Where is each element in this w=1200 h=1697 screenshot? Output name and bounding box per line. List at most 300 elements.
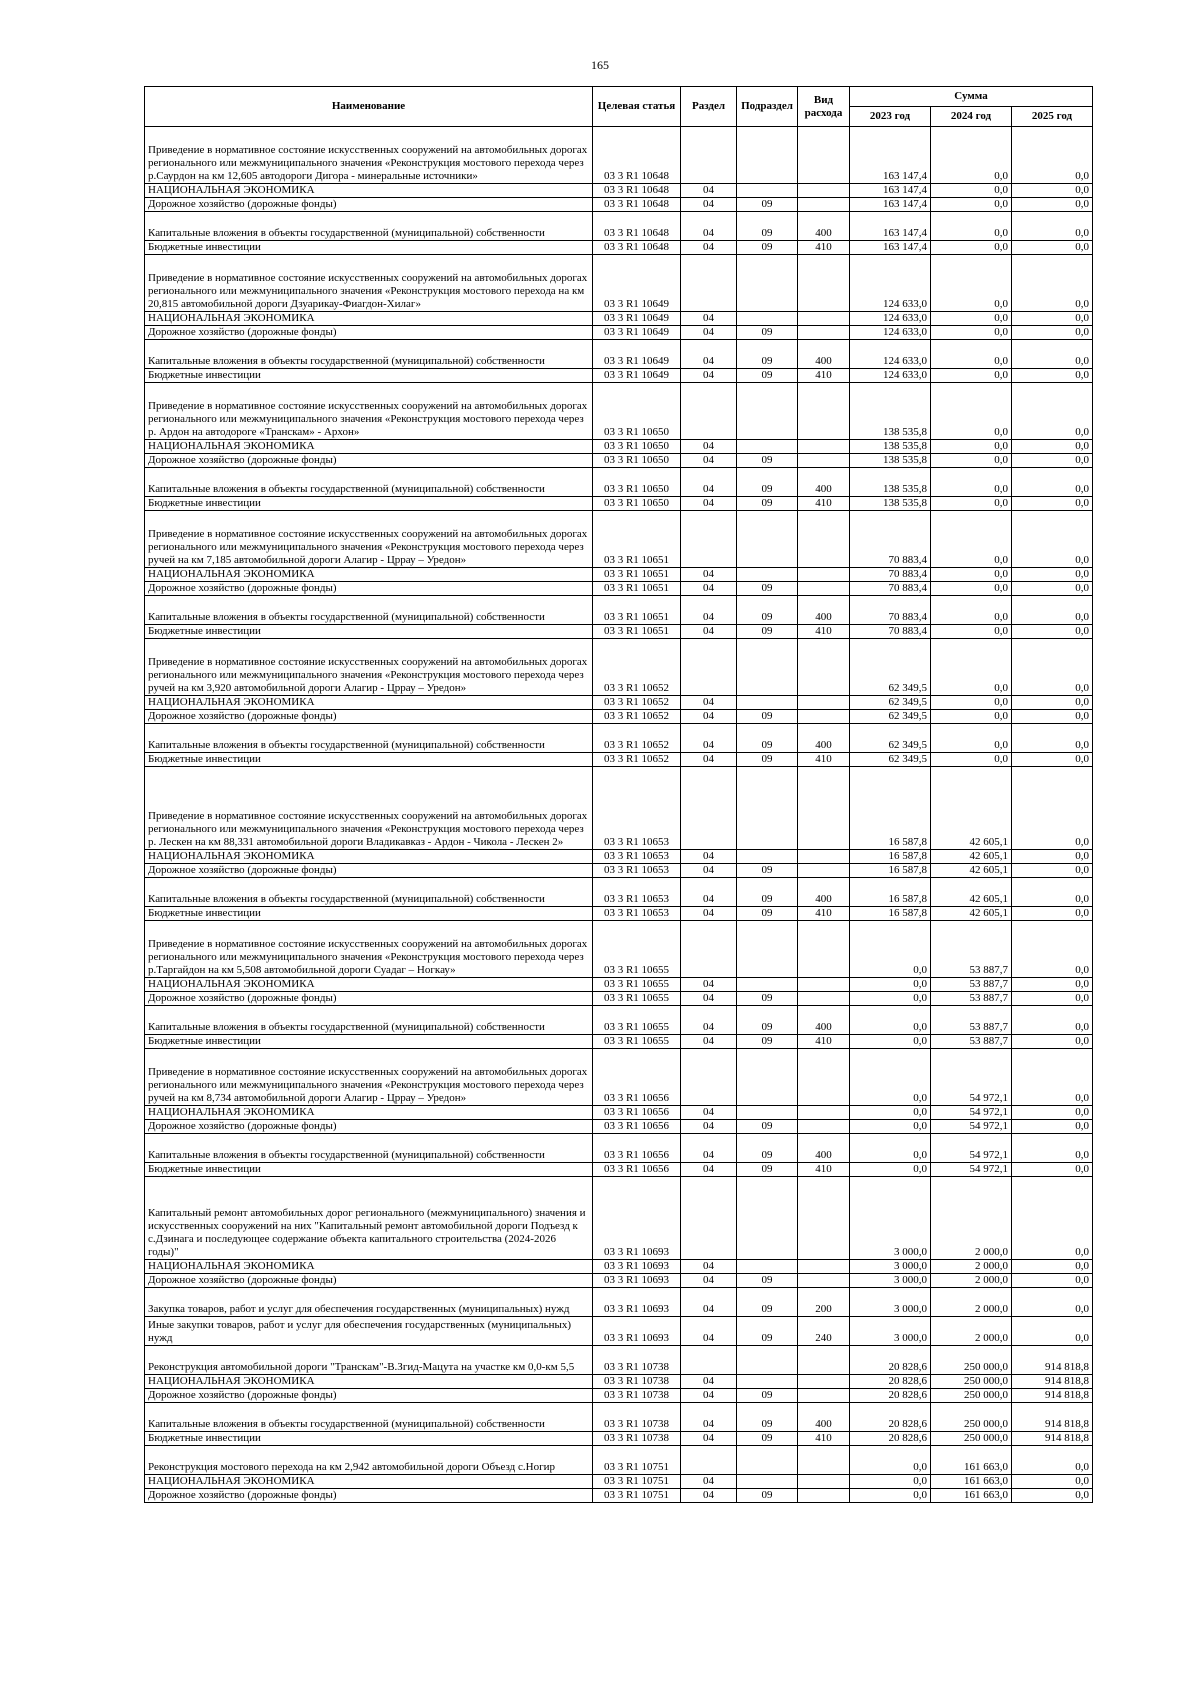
cell-name: НАЦИОНАЛЬНАЯ ЭКОНОМИКА	[145, 440, 593, 454]
cell-2023: 70 883,4	[850, 511, 931, 568]
cell-expense	[798, 582, 850, 596]
cell-expense	[798, 198, 850, 212]
cell-target: 03 3 R1 10738	[593, 1403, 681, 1432]
cell-target: 03 3 R1 10653	[593, 864, 681, 878]
cell-section: 04	[681, 1120, 737, 1134]
cell-2025: 0,0	[1012, 1049, 1093, 1106]
cell-expense: 400	[798, 1006, 850, 1035]
cell-subsection: 09	[737, 198, 798, 212]
cell-2024: 0,0	[931, 497, 1012, 511]
cell-subsection	[737, 1375, 798, 1389]
table-row	[145, 1375, 1093, 1389]
cell-2023: 0,0	[850, 1163, 931, 1177]
cell-name: Иные закупки товаров, работ и услуг для обеспечения государственных (муниципальных) нужд	[145, 1317, 593, 1346]
cell-target: 03 3 R1 10738	[593, 1389, 681, 1403]
cell-name: Капитальные вложения в объекты государственной (муниципальной) собственности	[145, 724, 593, 753]
cell-target: 03 3 R1 10650	[593, 497, 681, 511]
cell-2023: 0,0	[850, 1006, 931, 1035]
cell-name: Бюджетные инвестиции	[145, 625, 593, 639]
cell-2023: 0,0	[850, 992, 931, 1006]
cell-2024: 0,0	[931, 184, 1012, 198]
header-expense: Вид расхода	[798, 87, 850, 127]
cell-2023: 20 828,6	[850, 1389, 931, 1403]
cell-2023: 0,0	[850, 1489, 931, 1503]
cell-subsection: 09	[737, 1389, 798, 1403]
cell-2025: 0,0	[1012, 724, 1093, 753]
cell-section: 04	[681, 568, 737, 582]
cell-expense: 200	[798, 1288, 850, 1317]
table-row	[145, 340, 1093, 369]
cell-target: 03 3 R1 10652	[593, 753, 681, 767]
cell-expense	[798, 1177, 850, 1260]
cell-name: НАЦИОНАЛЬНАЯ ЭКОНОМИКА	[145, 1475, 593, 1489]
cell-target: 03 3 R1 10655	[593, 992, 681, 1006]
cell-2025: 0,0	[1012, 1120, 1093, 1134]
cell-target: 03 3 R1 10656	[593, 1163, 681, 1177]
cell-subsection: 09	[737, 454, 798, 468]
table-row	[145, 1432, 1093, 1446]
cell-2025: 0,0	[1012, 440, 1093, 454]
cell-2024: 250 000,0	[931, 1346, 1012, 1375]
table-row	[145, 1389, 1093, 1403]
cell-target: 03 3 R1 10738	[593, 1432, 681, 1446]
cell-2025: 0,0	[1012, 596, 1093, 625]
cell-2025: 0,0	[1012, 383, 1093, 440]
cell-2025: 0,0	[1012, 511, 1093, 568]
cell-name: Реконструкция автомобильной дороги "Транскам"-В.Згид-Мацута на участке км 0,0-км 5,5	[145, 1346, 593, 1375]
cell-expense	[798, 1274, 850, 1288]
table-row	[145, 1120, 1093, 1134]
cell-subsection: 09	[737, 1489, 798, 1503]
cell-subsection: 09	[737, 340, 798, 369]
table-row	[145, 1260, 1093, 1274]
cell-name: Приведение в нормативное состояние искусственных сооружений на автомобильных дорогах регионального или межмуниципального значения «Реконструкция мостового перехода через р.Таргайдон на км 5,508 автомобильной дороги Суадаг – Ногкау»	[145, 921, 593, 978]
cell-2023: 163 147,4	[850, 184, 931, 198]
table-row	[145, 767, 1093, 850]
cell-2025: 0,0	[1012, 1035, 1093, 1049]
cell-section: 04	[681, 312, 737, 326]
cell-expense	[798, 696, 850, 710]
cell-2023: 62 349,5	[850, 753, 931, 767]
cell-2023: 124 633,0	[850, 326, 931, 340]
cell-name: Закупка товаров, работ и услуг для обеспечения государственных (муниципальных) нужд	[145, 1288, 593, 1317]
header-year-2025: 2025 год	[1012, 107, 1093, 127]
cell-2025: 0,0	[1012, 326, 1093, 340]
table-row	[145, 1035, 1093, 1049]
cell-name: Реконструкция мостового перехода на км 2,942 автомобильной дороги Объезд с.Ногир	[145, 1446, 593, 1475]
cell-2024: 2 000,0	[931, 1274, 1012, 1288]
cell-2025: 0,0	[1012, 1288, 1093, 1317]
cell-subsection	[737, 1049, 798, 1106]
cell-subsection: 09	[737, 369, 798, 383]
cell-name: Дорожное хозяйство (дорожные фонды)	[145, 864, 593, 878]
cell-target: 03 3 R1 10652	[593, 696, 681, 710]
table-row	[145, 921, 1093, 978]
cell-section: 04	[681, 369, 737, 383]
cell-expense: 410	[798, 907, 850, 921]
cell-2024: 0,0	[931, 369, 1012, 383]
cell-name: Бюджетные инвестиции	[145, 369, 593, 383]
table-row	[145, 596, 1093, 625]
cell-target: 03 3 R1 10655	[593, 978, 681, 992]
cell-subsection: 09	[737, 864, 798, 878]
cell-expense	[798, 127, 850, 184]
cell-section: 04	[681, 978, 737, 992]
cell-target: 03 3 R1 10652	[593, 724, 681, 753]
cell-target: 03 3 R1 10650	[593, 440, 681, 454]
cell-2024: 0,0	[931, 710, 1012, 724]
cell-target: 03 3 R1 10650	[593, 454, 681, 468]
cell-target: 03 3 R1 10649	[593, 312, 681, 326]
cell-expense: 400	[798, 878, 850, 907]
cell-name: НАЦИОНАЛЬНАЯ ЭКОНОМИКА	[145, 1260, 593, 1274]
cell-section: 04	[681, 1134, 737, 1163]
cell-subsection: 09	[737, 878, 798, 907]
cell-target: 03 3 R1 10655	[593, 1006, 681, 1035]
cell-expense	[798, 454, 850, 468]
cell-2025: 0,0	[1012, 878, 1093, 907]
cell-subsection: 09	[737, 625, 798, 639]
cell-subsection: 09	[737, 1163, 798, 1177]
cell-2024: 54 972,1	[931, 1163, 1012, 1177]
cell-subsection	[737, 639, 798, 696]
cell-2025: 0,0	[1012, 497, 1093, 511]
cell-name: НАЦИОНАЛЬНАЯ ЭКОНОМИКА	[145, 1375, 593, 1389]
cell-subsection: 09	[737, 1274, 798, 1288]
cell-2024: 0,0	[931, 127, 1012, 184]
cell-name: НАЦИОНАЛЬНАЯ ЭКОНОМИКА	[145, 312, 593, 326]
cell-2023: 0,0	[850, 1134, 931, 1163]
cell-target: 03 3 R1 10651	[593, 511, 681, 568]
cell-2024: 0,0	[931, 468, 1012, 497]
cell-2024: 250 000,0	[931, 1403, 1012, 1432]
cell-name: Приведение в нормативное состояние искусственных сооружений на автомобильных дорогах регионального или межмуниципального значения «Реконструкция мостового перехода через р. Лескен на км 88,331 автомобильной дороги Владикавказ - Ардон - Чикола - Лескен 2»	[145, 767, 593, 850]
cell-2024: 250 000,0	[931, 1432, 1012, 1446]
cell-section: 04	[681, 1035, 737, 1049]
cell-expense: 410	[798, 241, 850, 255]
cell-target: 03 3 R1 10653	[593, 850, 681, 864]
table-row	[145, 1274, 1093, 1288]
cell-2023: 163 147,4	[850, 198, 931, 212]
cell-section: 04	[681, 1432, 737, 1446]
cell-name: Бюджетные инвестиции	[145, 1035, 593, 1049]
cell-2023: 0,0	[850, 1106, 931, 1120]
cell-expense	[798, 312, 850, 326]
table-header	[145, 87, 1093, 127]
cell-subsection	[737, 312, 798, 326]
cell-name: Капитальные вложения в объекты государственной (муниципальной) собственности	[145, 1403, 593, 1432]
cell-expense: 410	[798, 369, 850, 383]
cell-name: Приведение в нормативное состояние искусственных сооружений на автомобильных дорогах регионального или межмуниципального значения «Реконструкция мостового перехода через ручей на км 7,185 автомобильной дороги Алагир - Цррау – Уредон»	[145, 511, 593, 568]
cell-section	[681, 1177, 737, 1260]
cell-name: Приведение в нормативное состояние искусственных сооружений на автомобильных дорогах регионального или межмуниципального значения «Реконструкция мостового перехода через р.Саурдон на км 12,605 автодороги Дигора - минеральные источники»	[145, 127, 593, 184]
cell-2023: 16 587,8	[850, 864, 931, 878]
cell-2025: 914 818,8	[1012, 1432, 1093, 1446]
cell-2025: 914 818,8	[1012, 1346, 1093, 1375]
cell-2025: 0,0	[1012, 907, 1093, 921]
cell-subsection: 09	[737, 753, 798, 767]
cell-subsection	[737, 696, 798, 710]
cell-expense: 410	[798, 1035, 850, 1049]
cell-2023: 138 535,8	[850, 497, 931, 511]
cell-2023: 16 587,8	[850, 850, 931, 864]
cell-expense	[798, 1106, 850, 1120]
cell-expense: 400	[798, 1403, 850, 1432]
cell-expense	[798, 864, 850, 878]
cell-subsection	[737, 1475, 798, 1489]
table-row	[145, 1106, 1093, 1120]
cell-target: 03 3 R1 10649	[593, 326, 681, 340]
cell-2024: 2 000,0	[931, 1260, 1012, 1274]
cell-name: Дорожное хозяйство (дорожные фонды)	[145, 326, 593, 340]
cell-section: 04	[681, 212, 737, 241]
table-row	[145, 468, 1093, 497]
cell-name: Дорожное хозяйство (дорожные фонды)	[145, 710, 593, 724]
cell-subsection: 09	[737, 710, 798, 724]
cell-2023: 124 633,0	[850, 312, 931, 326]
cell-2025: 0,0	[1012, 1475, 1093, 1489]
cell-name: НАЦИОНАЛЬНАЯ ЭКОНОМИКА	[145, 850, 593, 864]
table-row	[145, 978, 1093, 992]
cell-subsection: 09	[737, 582, 798, 596]
cell-subsection: 09	[737, 907, 798, 921]
cell-target: 03 3 R1 10648	[593, 198, 681, 212]
cell-section: 04	[681, 696, 737, 710]
cell-name: Бюджетные инвестиции	[145, 1163, 593, 1177]
cell-2024: 2 000,0	[931, 1288, 1012, 1317]
cell-2024: 161 663,0	[931, 1446, 1012, 1475]
table-row	[145, 582, 1093, 596]
cell-target: 03 3 R1 10693	[593, 1177, 681, 1260]
cell-2023: 138 535,8	[850, 454, 931, 468]
cell-section: 04	[681, 1274, 737, 1288]
cell-expense	[798, 850, 850, 864]
cell-section: 04	[681, 184, 737, 198]
cell-name: Капитальные вложения в объекты государственной (муниципальной) собственности	[145, 1006, 593, 1035]
cell-target: 03 3 R1 10751	[593, 1475, 681, 1489]
cell-name: Дорожное хозяйство (дорожные фонды)	[145, 198, 593, 212]
cell-target: 03 3 R1 10693	[593, 1317, 681, 1346]
cell-name: Капитальные вложения в объекты государственной (муниципальной) собственности	[145, 1134, 593, 1163]
cell-expense	[798, 326, 850, 340]
cell-subsection	[737, 767, 798, 850]
table-row	[145, 511, 1093, 568]
table-row	[145, 1317, 1093, 1346]
cell-2025: 0,0	[1012, 198, 1093, 212]
table-row	[145, 127, 1093, 184]
cell-target: 03 3 R1 10655	[593, 921, 681, 978]
cell-2024: 53 887,7	[931, 1006, 1012, 1035]
cell-section	[681, 1446, 737, 1475]
cell-target: 03 3 R1 10651	[593, 568, 681, 582]
cell-2023: 138 535,8	[850, 440, 931, 454]
cell-2024: 0,0	[931, 198, 1012, 212]
cell-expense	[798, 568, 850, 582]
cell-section: 04	[681, 596, 737, 625]
cell-section	[681, 511, 737, 568]
cell-2025: 0,0	[1012, 710, 1093, 724]
cell-section: 04	[681, 468, 737, 497]
table-row	[145, 1475, 1093, 1489]
cell-2023: 163 147,4	[850, 241, 931, 255]
header-sum: Сумма	[850, 87, 1093, 107]
cell-2024: 53 887,7	[931, 1035, 1012, 1049]
cell-subsection	[737, 255, 798, 312]
table-row	[145, 440, 1093, 454]
cell-target: 03 3 R1 10650	[593, 383, 681, 440]
cell-2023: 16 587,8	[850, 878, 931, 907]
cell-subsection	[737, 1177, 798, 1260]
cell-expense	[798, 440, 850, 454]
cell-2023: 163 147,4	[850, 127, 931, 184]
table-row	[145, 639, 1093, 696]
cell-name: НАЦИОНАЛЬНАЯ ЭКОНОМИКА	[145, 1106, 593, 1120]
cell-section: 04	[681, 582, 737, 596]
cell-target: 03 3 R1 10693	[593, 1288, 681, 1317]
cell-section: 04	[681, 724, 737, 753]
cell-expense	[798, 992, 850, 1006]
cell-target: 03 3 R1 10652	[593, 639, 681, 696]
cell-2025: 0,0	[1012, 1177, 1093, 1260]
cell-2024: 42 605,1	[931, 850, 1012, 864]
cell-expense: 240	[798, 1317, 850, 1346]
cell-name: Бюджетные инвестиции	[145, 753, 593, 767]
cell-2025: 914 818,8	[1012, 1389, 1093, 1403]
cell-expense	[798, 921, 850, 978]
cell-expense: 400	[798, 724, 850, 753]
header-year-2023: 2023 год	[850, 107, 931, 127]
cell-section: 04	[681, 497, 737, 511]
cell-subsection	[737, 511, 798, 568]
cell-2025: 0,0	[1012, 582, 1093, 596]
cell-2025: 0,0	[1012, 1489, 1093, 1503]
cell-2024: 0,0	[931, 312, 1012, 326]
cell-name: Приведение в нормативное состояние искусственных сооружений на автомобильных дорогах регионального или межмуниципального значения «Реконструкция мостового перехода через ручей на км 3,920 автомобильной дороги Алагир - Цррау – Уредон»	[145, 639, 593, 696]
cell-2025: 0,0	[1012, 468, 1093, 497]
table-row	[145, 1288, 1093, 1317]
cell-section	[681, 1346, 737, 1375]
cell-2025: 0,0	[1012, 850, 1093, 864]
table-row	[145, 1177, 1093, 1260]
cell-section: 04	[681, 625, 737, 639]
cell-2025: 0,0	[1012, 696, 1093, 710]
cell-2024: 0,0	[931, 454, 1012, 468]
cell-target: 03 3 R1 10738	[593, 1375, 681, 1389]
table-row	[145, 568, 1093, 582]
cell-2025: 0,0	[1012, 241, 1093, 255]
cell-2023: 3 000,0	[850, 1274, 931, 1288]
cell-section: 04	[681, 1375, 737, 1389]
cell-name: Бюджетные инвестиции	[145, 907, 593, 921]
table-row	[145, 710, 1093, 724]
cell-2024: 0,0	[931, 383, 1012, 440]
cell-target: 03 3 R1 10751	[593, 1489, 681, 1503]
cell-name: Капитальные вложения в объекты государственной (муниципальной) собственности	[145, 596, 593, 625]
cell-2025: 0,0	[1012, 212, 1093, 241]
cell-expense	[798, 1346, 850, 1375]
cell-target: 03 3 R1 10648	[593, 241, 681, 255]
cell-section	[681, 639, 737, 696]
cell-2023: 3 000,0	[850, 1288, 931, 1317]
cell-target: 03 3 R1 10751	[593, 1446, 681, 1475]
cell-name: НАЦИОНАЛЬНАЯ ЭКОНОМИКА	[145, 978, 593, 992]
cell-expense	[798, 639, 850, 696]
cell-section: 04	[681, 850, 737, 864]
cell-expense: 410	[798, 1432, 850, 1446]
cell-name: НАЦИОНАЛЬНАЯ ЭКОНОМИКА	[145, 184, 593, 198]
cell-2025: 0,0	[1012, 454, 1093, 468]
cell-2023: 16 587,8	[850, 907, 931, 921]
cell-2025: 0,0	[1012, 340, 1093, 369]
cell-2024: 250 000,0	[931, 1375, 1012, 1389]
cell-target: 03 3 R1 10656	[593, 1106, 681, 1120]
cell-2024: 0,0	[931, 440, 1012, 454]
cell-target: 03 3 R1 10651	[593, 582, 681, 596]
table-row	[145, 383, 1093, 440]
cell-target: 03 3 R1 10651	[593, 596, 681, 625]
table-row	[145, 907, 1093, 921]
cell-2025: 0,0	[1012, 864, 1093, 878]
cell-2023: 20 828,6	[850, 1403, 931, 1432]
cell-section: 04	[681, 1106, 737, 1120]
cell-expense: 400	[798, 468, 850, 497]
cell-2024: 2 000,0	[931, 1177, 1012, 1260]
cell-target: 03 3 R1 10693	[593, 1274, 681, 1288]
cell-subsection: 09	[737, 497, 798, 511]
cell-subsection: 09	[737, 1120, 798, 1134]
cell-target: 03 3 R1 10653	[593, 878, 681, 907]
cell-target: 03 3 R1 10653	[593, 907, 681, 921]
cell-section	[681, 127, 737, 184]
table-row	[145, 724, 1093, 753]
cell-subsection	[737, 1346, 798, 1375]
cell-expense	[798, 978, 850, 992]
cell-expense	[798, 1049, 850, 1106]
cell-2024: 0,0	[931, 568, 1012, 582]
cell-2025: 0,0	[1012, 978, 1093, 992]
table-body	[145, 127, 1093, 1503]
cell-subsection: 09	[737, 1403, 798, 1432]
header-year-2024: 2024 год	[931, 107, 1012, 127]
table-row	[145, 255, 1093, 312]
table-row	[145, 1163, 1093, 1177]
cell-section	[681, 1049, 737, 1106]
table-row	[145, 992, 1093, 1006]
cell-expense: 400	[798, 596, 850, 625]
cell-name: Приведение в нормативное состояние искусственных сооружений на автомобильных дорогах регионального или межмуниципального значения «Реконструкция мостового перехода через р. Ардон на автодороге «Транскам» - Архон»	[145, 383, 593, 440]
table-row	[145, 1006, 1093, 1035]
cell-2023: 138 535,8	[850, 383, 931, 440]
cell-2025: 0,0	[1012, 127, 1093, 184]
cell-expense: 410	[798, 753, 850, 767]
cell-2025: 0,0	[1012, 1106, 1093, 1120]
cell-name: НАЦИОНАЛЬНАЯ ЭКОНОМИКА	[145, 568, 593, 582]
cell-2023: 20 828,6	[850, 1375, 931, 1389]
cell-expense	[798, 511, 850, 568]
cell-target: 03 3 R1 10651	[593, 625, 681, 639]
cell-name: Дорожное хозяйство (дорожные фонды)	[145, 1389, 593, 1403]
cell-name: Дорожное хозяйство (дорожные фонды)	[145, 1489, 593, 1503]
cell-subsection: 09	[737, 212, 798, 241]
cell-expense: 410	[798, 497, 850, 511]
cell-name: Капитальные вложения в объекты государственной (муниципальной) собственности	[145, 212, 593, 241]
cell-expense	[798, 1389, 850, 1403]
cell-2024: 0,0	[931, 582, 1012, 596]
cell-2025: 0,0	[1012, 921, 1093, 978]
table-row	[145, 1049, 1093, 1106]
cell-2025: 0,0	[1012, 1163, 1093, 1177]
cell-2024: 250 000,0	[931, 1389, 1012, 1403]
